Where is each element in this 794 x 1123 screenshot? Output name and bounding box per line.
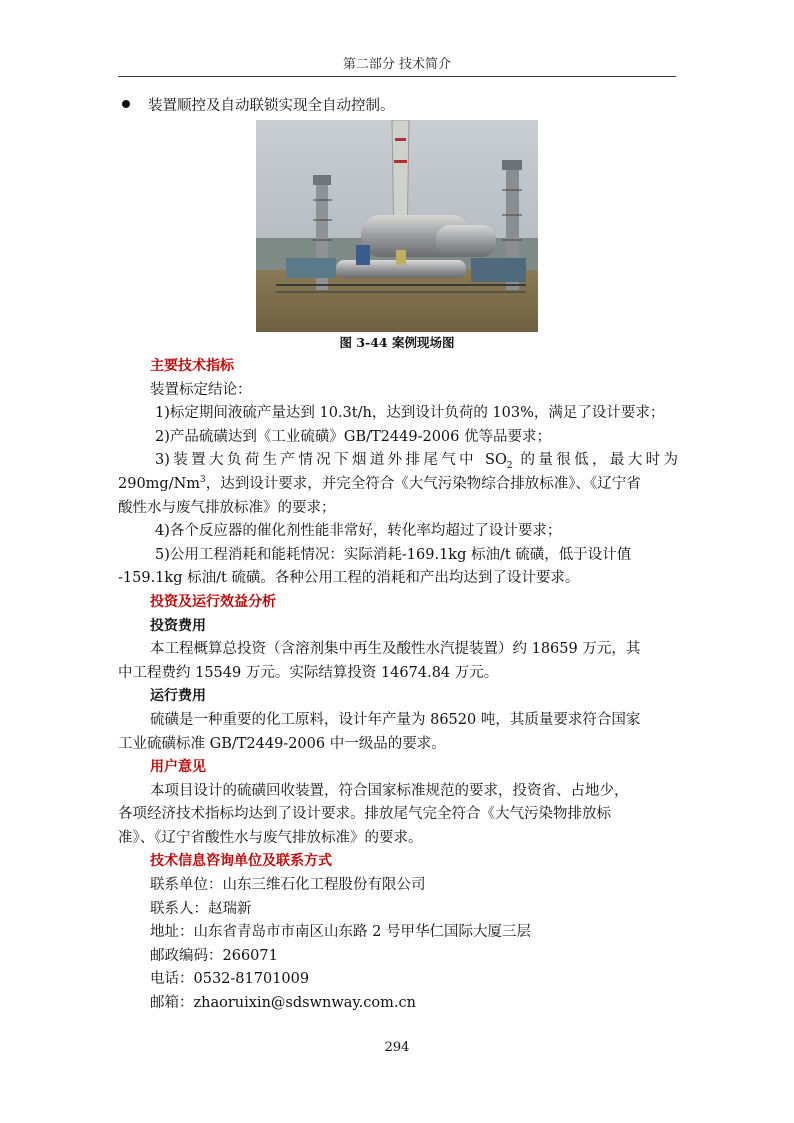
indicator-item-3-line1: 3)装置大负荷生产情况下烟道外排尾气中 $SO_2$ 的量很低，最大时为 (155, 452, 679, 472)
operating-para-line2: 工业硫磺标准 GB/T2449-2006 中一级品的要求。 (118, 735, 446, 752)
section-heading-user-opinion: 用户意见 (150, 759, 206, 776)
bullet-item (122, 96, 395, 116)
bullet-text: 装置顺控及自动联锁实现全自动控制。 (148, 98, 395, 114)
indicator-item-5-line2: -159.1kg 标油/t 硫磺。各种公用工程的消耗和产出均达到了设计要求。 (118, 570, 580, 587)
operating-para-line1: 硫磺是一种重要的化工原料，设计年产量为 86520 吨，其质量要求符合国家 (150, 711, 641, 728)
figure-caption: 图 3-44 案例现场图 (339, 335, 455, 350)
contact-address: 地址：山东省青岛市市南区山东路 2 号甲华仁国际大厦三层 (150, 924, 531, 941)
indicator-item-3-line2: 290mg/Nm$^3$，达到设计要求，并完全符合《大气污染物综合排放标准》、《辽宁省 (118, 475, 641, 492)
page-number: 294 (384, 1040, 410, 1055)
contact-email: 邮箱：zhaoruixin@sdswnway.com.cn (150, 995, 416, 1012)
section-heading-contact: 技术信息咨询单位及联系方式 (150, 853, 332, 870)
calibration-intro: 装置标定结论： (150, 381, 252, 398)
header-rule (118, 76, 676, 77)
user-opinion-line3: 准》、《辽宁省酸性水与废气排放标准》的要求。 (118, 829, 423, 846)
indicator-item-3-line3: 酸性水与废气排放标准》的要求； (118, 499, 336, 516)
indicator-item-2: 2)产品硫磺达到《工业硫磺》GB/T2449-2006 优等品要求； (155, 428, 551, 445)
user-opinion-line2: 各项经济技术指标均达到了设计要求。排放尾气完全符合《大气污染物排放标 (118, 806, 611, 823)
contact-unit: 联系单位：山东三维石化工程股份有限公司 (150, 877, 426, 894)
section-heading-investment: 投资及运行效益分析 (150, 593, 276, 610)
bullet-dot-icon (122, 100, 130, 108)
investment-para-line1: 本工程概算总投资（含溶剂集中再生及酸性水汽提装置）约 18659 万元，其 (150, 641, 641, 658)
case-site-photo (256, 120, 538, 332)
section-heading-tech-indicators: 主要技术指标 (150, 358, 234, 374)
contact-person: 联系人：赵瑞新 (150, 900, 252, 917)
indicator-item-4: 4)各个反应器的催化剂性能非常好，转化率均超过了设计要求； (155, 523, 562, 540)
contact-phone: 电话：0532-81701009 (150, 971, 310, 988)
contact-postcode: 邮政编码：266071 (150, 947, 278, 964)
user-opinion-line1: 本项目设计的硫磺回收装置，符合国家标准规范的要求，投资省、占地少， (150, 782, 629, 799)
indicator-item-1: 1)标定期间液硫产量达到 10.3t/h，达到设计负荷的 103%，满足了设计要求； (155, 405, 665, 422)
investment-para-line2: 中工程费约 15549 万元。实际结算投资 14674.84 万元。 (118, 664, 499, 681)
indicator-item-5-line1: 5)公用工程消耗和能耗情况：实际消耗-169.1kg 标油/t 硫磺，低于设计值 (155, 546, 632, 563)
document-body (118, 355, 678, 1016)
subheading-investment-cost: 投资费用 (150, 617, 206, 634)
page-header: 第二部分 技术简介 (342, 57, 452, 72)
subheading-operating-cost: 运行费用 (150, 688, 206, 705)
